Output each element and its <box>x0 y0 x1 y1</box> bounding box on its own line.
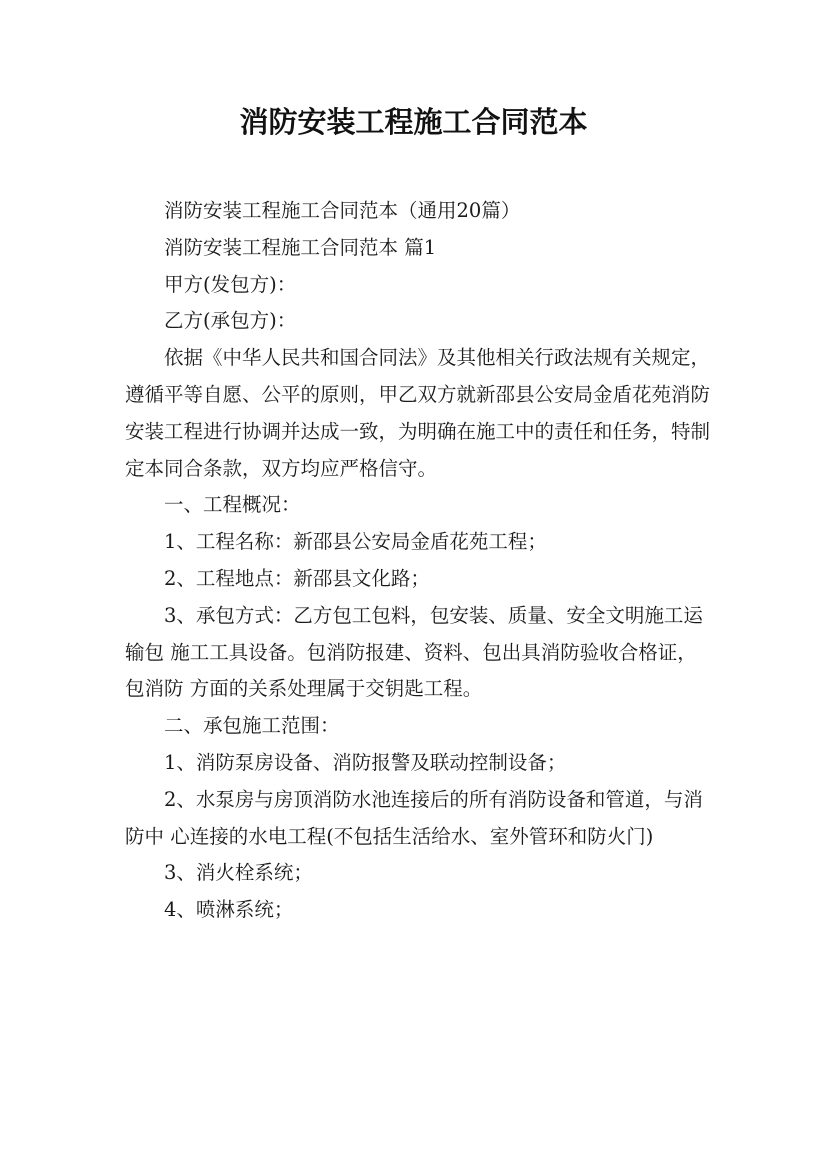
paragraph-subtitle: 消防安装工程施工合同范本（通用20篇） <box>164 199 521 222</box>
paragraph-scope-item-3: 3、消火栓系统； <box>164 861 313 885</box>
paragraph-project-name: 1、工程名称：新邵县公安局金盾花苑工程； <box>164 530 547 554</box>
paragraph-project-location: 2、工程地点：新邵县文化路； <box>164 566 430 590</box>
paragraph-contract-method: 3、承包方式：乙方包工包料，包安装、质量、安全文明施工运输包 施工工具设备。包消防报建、资料、包出具消防验收合格证，包消防 方面的关系处理属于交钥匙工程。 <box>125 603 703 701</box>
paragraph-scope-item-2: 2、水泵房与房顶消防水池连接后的所有消防设备和管道，与消防中 心连接的水电工程(不包括生活给水、室外管环和防火门) <box>125 787 703 848</box>
paragraph-preamble: 依据《中华人民共和国合同法》及其他相关行政法规有关规定，遵循平等自愿、公平的原则，甲乙双方就新邵县公安局金盾花苑消防安装工程进行协调并达成一致，为明确在施工中的责任和任务，特制定本同合条款，双方均应严格信守。 <box>125 346 711 480</box>
paragraph-chapter-heading: 消防安装工程施工合同范本 篇1 <box>164 235 437 259</box>
paragraph-section-1-heading: 一、工程概况： <box>164 493 301 517</box>
document-title: 消防安装工程施工合同范本 <box>239 105 588 139</box>
document-body <box>125 193 715 929</box>
paragraph-section-2-heading: 二、承包施工范围： <box>164 714 340 738</box>
paragraph-party-b: 乙方(承包方)： <box>164 309 297 333</box>
paragraph-scope-item-1: 1、消防泵房设备、消防报警及联动控制设备； <box>164 750 567 774</box>
paragraph-party-a: 甲方(发包方)： <box>164 272 297 296</box>
paragraph-scope-item-4: 4、喷淋系统； <box>164 898 294 922</box>
